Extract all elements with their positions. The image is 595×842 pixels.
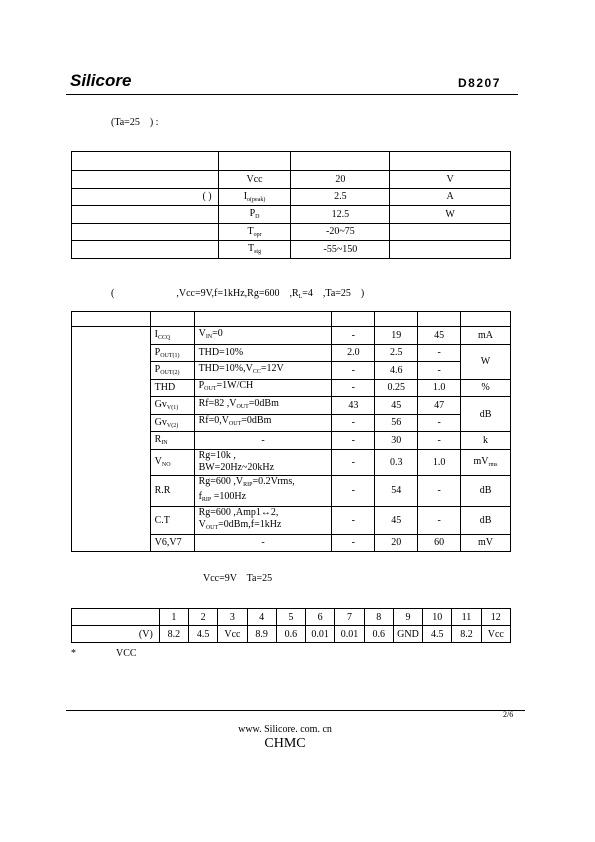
min-cell: - xyxy=(332,534,375,552)
min-cell: - xyxy=(332,414,375,432)
row-label-cell: (V) xyxy=(72,626,160,643)
symbol-sub: V(2) xyxy=(166,422,179,429)
symbol-text: T xyxy=(247,243,255,255)
condition-sub: OUT xyxy=(205,524,219,531)
symbol-cell xyxy=(150,414,194,432)
symbol-sub: IN xyxy=(161,440,168,447)
min-cell: 43 xyxy=(332,397,375,415)
pin-voltage-cell: 0.6 xyxy=(276,626,305,643)
unit-text: mV xyxy=(478,537,494,549)
pin-number-cell: 3 xyxy=(218,609,247,626)
symbol-text: THD xyxy=(154,382,176,394)
condition-text: V xyxy=(198,518,206,530)
condition-rest: =0dBm xyxy=(241,415,272,427)
condition-text: Rg=600 ,Amp1↔2, xyxy=(198,506,279,518)
typ-cell: 0.3 xyxy=(375,449,418,475)
min-cell: - xyxy=(332,379,375,397)
pin-number-cell: 11 xyxy=(452,609,481,626)
unit-text: k xyxy=(483,434,489,446)
symbol-sub: opr xyxy=(253,231,262,238)
condition-text: - xyxy=(261,537,265,549)
symbol-cell xyxy=(150,379,194,397)
symbol-text: Gv xyxy=(154,399,167,411)
unit-text: dB xyxy=(479,485,492,496)
min-cell: 2.0 xyxy=(332,344,375,362)
symbol-sub: o(peak) xyxy=(247,196,266,203)
condition-sub: OUT xyxy=(228,421,242,428)
unit-cell xyxy=(461,534,511,552)
max-cell: - xyxy=(418,414,461,432)
condition-cell xyxy=(194,397,332,415)
symbol-text: Vcc xyxy=(246,173,263,185)
value-cell: 12.5 xyxy=(291,206,390,224)
unit-text: W xyxy=(480,356,491,367)
unit-text: % xyxy=(481,382,490,394)
header-cell xyxy=(72,312,151,327)
pin-number-cell: 2 xyxy=(189,609,218,626)
elec-condition-main: ,Vcc=9V,f=1kHz,Rg=600 ,R xyxy=(176,288,299,299)
condition-rest: =0dBm xyxy=(248,397,279,409)
min-cell: - xyxy=(332,362,375,380)
min-cell: - xyxy=(332,327,375,345)
abs-max-condition: (Ta=25 ) : xyxy=(111,117,159,128)
note-mark: * xyxy=(71,648,76,659)
condition-line-1 xyxy=(199,380,330,395)
unit-cell xyxy=(461,432,511,450)
param-name-cell xyxy=(72,241,219,259)
symbol-text: P xyxy=(154,364,161,376)
condition-line-2 xyxy=(199,519,330,534)
condition-cell xyxy=(194,414,332,432)
condition-sub: RIP xyxy=(201,496,212,503)
unit-text: dB xyxy=(479,514,492,526)
condition-text: THD=10%,V xyxy=(198,362,253,374)
pin-number-cell: 4 xyxy=(247,609,276,626)
max-cell: 1.0 xyxy=(418,379,461,397)
condition-cell xyxy=(194,534,332,552)
page-number: 2/6 xyxy=(503,710,514,719)
condition-line-2 xyxy=(199,462,330,474)
symbol-cell xyxy=(150,344,194,362)
typ-cell: 54 xyxy=(375,475,418,506)
elec-table xyxy=(71,311,511,552)
symbol-sub: OUT(2) xyxy=(160,370,180,377)
condition-rest: =1W/CH xyxy=(216,380,254,392)
param-name-cell xyxy=(72,206,219,224)
param-name-cell xyxy=(72,223,219,241)
typ-cell: 0.25 xyxy=(375,379,418,397)
unit-cell xyxy=(461,397,511,432)
symbol-cell xyxy=(218,171,291,189)
param-name-cell xyxy=(72,171,219,189)
symbol-sub: CCQ xyxy=(157,335,171,342)
condition-line-1 xyxy=(197,435,330,446)
unit-cell: W xyxy=(390,206,511,224)
symbol-cell xyxy=(218,188,291,206)
unit-cell xyxy=(390,241,511,259)
unit-cell xyxy=(461,379,511,397)
brand-logo: Silicore xyxy=(70,71,132,90)
pin-voltage-table xyxy=(71,608,511,643)
pin-voltage-cell: 8.2 xyxy=(159,626,188,643)
condition-text: P xyxy=(198,380,205,392)
typ-cell: 4.6 xyxy=(375,362,418,380)
elec-condition-end: =4 ,Ta=25 ) xyxy=(302,288,365,299)
symbol-text: C.T xyxy=(154,514,170,526)
unit-text: dB xyxy=(479,408,492,420)
pin-voltage-cell: GND xyxy=(393,626,422,643)
typ-cell: 20 xyxy=(375,534,418,552)
unit-cell xyxy=(390,223,511,241)
symbol-sub: D xyxy=(255,214,260,221)
footer-divider xyxy=(66,710,525,711)
typ-cell: 2.5 xyxy=(375,344,418,362)
value-cell: -55~150 xyxy=(291,241,390,259)
value-cell: -20~75 xyxy=(291,223,390,241)
typ-cell: 19 xyxy=(375,327,418,345)
symbol-text: I xyxy=(154,329,158,341)
condition-sub: RIP xyxy=(243,481,253,488)
table-row xyxy=(72,327,511,345)
unit-cell xyxy=(461,327,511,345)
condition-rest: =0dBm,f=1kHz xyxy=(218,518,282,530)
condition-rest: =0.2Vrms, xyxy=(252,475,295,487)
symbol-cell xyxy=(150,534,194,552)
condition-text: Rf=0,V xyxy=(198,415,229,427)
condition-cell xyxy=(194,362,332,380)
param-name-cell xyxy=(72,152,219,171)
pin-number-cell: 1 xyxy=(159,609,188,626)
max-cell: 60 xyxy=(418,534,461,552)
pin-voltage-cell: Vcc xyxy=(218,626,247,643)
symbol-text: V xyxy=(154,456,162,467)
company-name: CHMC xyxy=(264,736,306,751)
condition-text: - xyxy=(261,434,265,446)
symbol-cell xyxy=(150,449,194,475)
condition-text: V xyxy=(198,327,206,339)
symbol-text: I xyxy=(243,190,248,202)
website: www. Silicore. com. cn xyxy=(238,724,332,735)
pin-number-cell: 12 xyxy=(481,609,510,626)
condition-sub: OUT xyxy=(236,403,249,410)
pin-voltage-cell: 0.01 xyxy=(306,626,335,643)
symbol-text: Gv xyxy=(154,416,167,428)
header-divider xyxy=(66,94,518,95)
condition-cell xyxy=(194,344,332,362)
param-name-cell xyxy=(72,327,151,552)
pin-condition: Vcc=9V Ta=25 xyxy=(203,573,273,584)
typ-cell: 30 xyxy=(375,432,418,450)
symbol-cell xyxy=(218,241,291,259)
symbol-text: P xyxy=(154,346,161,358)
table-row xyxy=(72,241,511,259)
min-cell: - xyxy=(332,432,375,450)
condition-line-1 xyxy=(197,537,330,548)
symbol-cell xyxy=(150,327,194,345)
elec-condition-sub: L xyxy=(298,294,303,300)
max-cell: - xyxy=(418,432,461,450)
note-text: VCC xyxy=(116,648,137,659)
symbol-sub: V(1) xyxy=(166,405,179,412)
pin-number-cell: 5 xyxy=(276,609,305,626)
condition-text: Rf=82 ,V xyxy=(198,397,237,409)
condition-cell xyxy=(194,379,332,397)
max-cell: - xyxy=(418,344,461,362)
condition-line-1 xyxy=(199,363,330,378)
typ-cell: 45 xyxy=(375,397,418,415)
condition-line-1 xyxy=(199,398,330,413)
symbol-sub: OUT(1) xyxy=(160,352,180,359)
table-row xyxy=(72,152,511,171)
symbol-text: V6,V7 xyxy=(154,537,182,549)
model-number: D8207 xyxy=(458,76,501,90)
condition-cell xyxy=(194,327,332,345)
condition-text: f xyxy=(198,490,202,502)
elec-condition xyxy=(106,277,364,300)
unit-text: mV xyxy=(473,456,489,467)
max-cell: - xyxy=(418,362,461,380)
value-cell: 20 xyxy=(291,171,390,189)
condition-cell xyxy=(194,506,332,534)
max-cell: - xyxy=(418,506,461,534)
header-cell xyxy=(375,312,418,327)
min-cell: - xyxy=(332,475,375,506)
symbol-cell xyxy=(150,506,194,534)
unit-cell xyxy=(461,344,511,379)
pin-number-cell: 9 xyxy=(393,609,422,626)
min-cell: - xyxy=(332,449,375,475)
condition-cell xyxy=(194,449,332,475)
table-row xyxy=(72,223,511,241)
max-cell: 45 xyxy=(418,327,461,345)
unit-cell xyxy=(461,449,511,475)
pin-number-cell: 8 xyxy=(364,609,393,626)
elec-condition-prefix: ( xyxy=(111,288,115,299)
condition-text: THD=10% xyxy=(198,346,244,358)
symbol-text: R.R xyxy=(154,485,171,496)
pin-voltage-cell: 8.2 xyxy=(452,626,481,643)
condition-sub: IN xyxy=(205,333,213,340)
symbol-cell xyxy=(218,206,291,224)
table-row xyxy=(72,206,511,224)
value-cell xyxy=(291,152,390,171)
pin-number-row xyxy=(72,609,511,626)
symbol-cell xyxy=(150,432,194,450)
symbol-cell xyxy=(150,475,194,506)
unit-cell: A xyxy=(390,188,511,206)
param-name-cell: ( ) xyxy=(72,188,219,206)
typ-cell: 45 xyxy=(375,506,418,534)
table-row xyxy=(72,188,511,206)
corner-cell xyxy=(72,609,160,626)
condition-sub: OUT xyxy=(204,386,217,393)
pin-voltage-cell: 4.5 xyxy=(423,626,452,643)
typ-cell: 56 xyxy=(375,414,418,432)
pin-voltage-cell: 0.6 xyxy=(364,626,393,643)
max-cell: 1.0 xyxy=(418,449,461,475)
pin-number-cell: 6 xyxy=(306,609,335,626)
max-cell: 47 xyxy=(418,397,461,415)
condition-line-1 xyxy=(199,415,330,430)
unit-cell: V xyxy=(390,171,511,189)
symbol-cell xyxy=(218,223,291,241)
pin-number-cell: 7 xyxy=(335,609,364,626)
condition-text: Rg=10k , xyxy=(198,450,236,461)
max-cell: - xyxy=(418,475,461,506)
unit-cell xyxy=(461,506,511,534)
symbol-sub: NO xyxy=(161,462,171,468)
condition-rest: =0 xyxy=(212,327,223,339)
symbol-text: R xyxy=(154,434,162,446)
condition-rest: =12V xyxy=(260,362,284,374)
pin-voltage-cell: 8.9 xyxy=(247,626,276,643)
condition-cell xyxy=(194,475,332,506)
unit-cell xyxy=(461,475,511,506)
pin-voltage-cell: Vcc xyxy=(481,626,510,643)
abs-max-table xyxy=(71,151,511,259)
condition-sub: CC xyxy=(252,368,261,375)
min-cell: - xyxy=(332,506,375,534)
condition-cell xyxy=(194,432,332,450)
pin-voltage-cell: 4.5 xyxy=(189,626,218,643)
header-cell xyxy=(332,312,375,327)
pin-voltage-row xyxy=(72,626,511,643)
unit-text: mA xyxy=(478,329,494,341)
symbol-cell xyxy=(150,362,194,380)
condition-line-1 xyxy=(199,507,330,519)
condition-rest: =100Hz xyxy=(211,490,247,502)
pin-voltage-cell: 0.01 xyxy=(335,626,364,643)
header-cell xyxy=(150,312,194,327)
table-row xyxy=(72,171,511,189)
condition-text: Rg=600 ,V xyxy=(198,475,244,487)
condition-text: BW=20Hz~20kHz xyxy=(198,462,275,473)
header-cell xyxy=(461,312,511,327)
header-cell xyxy=(194,312,332,327)
condition-line-1 xyxy=(199,476,330,491)
unit-sub: rms xyxy=(488,462,498,468)
pin-number-cell: 10 xyxy=(423,609,452,626)
symbol-text: T xyxy=(247,225,254,237)
condition-line-1 xyxy=(199,450,330,462)
symbol-cell xyxy=(218,152,291,171)
table-header-row xyxy=(72,312,511,327)
condition-line-1 xyxy=(199,328,330,343)
header-cell xyxy=(418,312,461,327)
symbol-cell xyxy=(150,397,194,415)
condition-line-1 xyxy=(199,347,330,359)
value-cell: 2.5 xyxy=(291,188,390,206)
unit-cell xyxy=(390,152,511,171)
symbol-sub: stg xyxy=(254,249,262,256)
symbol-text: P xyxy=(249,208,256,220)
condition-line-2 xyxy=(199,491,330,506)
